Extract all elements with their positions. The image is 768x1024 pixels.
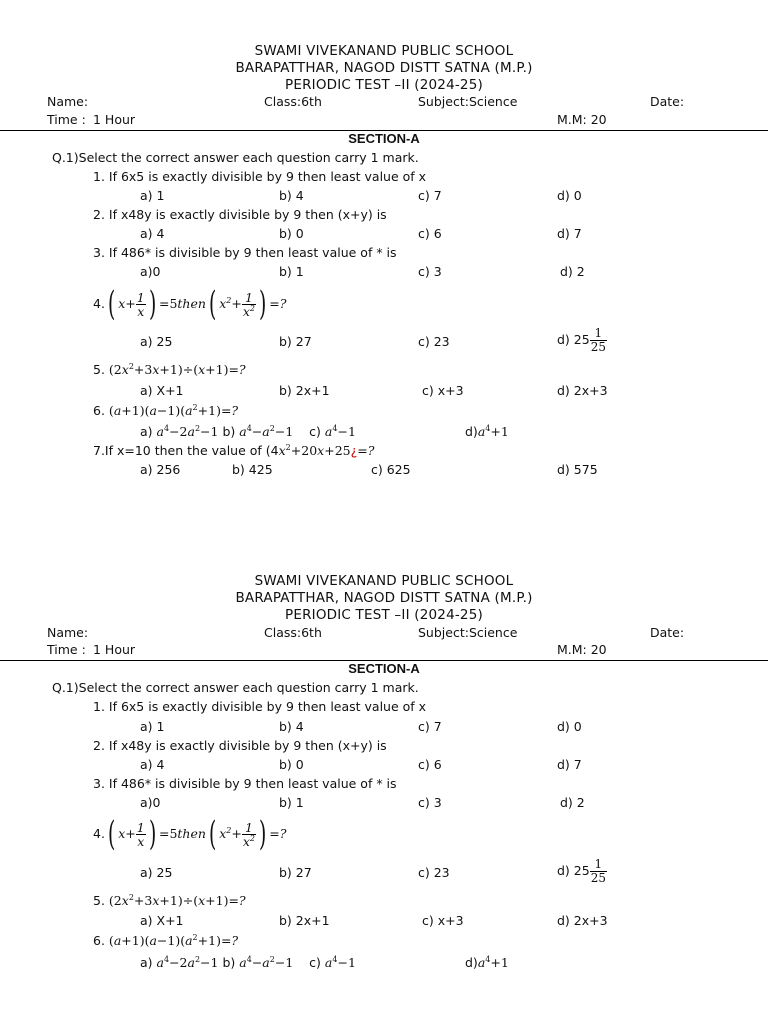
q1-option-d: d) 0 xyxy=(557,188,582,203)
q1-option-d: d) 0 xyxy=(557,719,582,734)
q4-eq: =5 xyxy=(158,295,178,311)
question-6: 6. $(a+1)(a-1)(a^2+1)=$? xyxy=(93,933,239,948)
school-name: SWAMI VIVEKANAND PUBLIC SCHOOL xyxy=(254,43,514,59)
q3-option-b: b) 1 xyxy=(279,795,304,810)
subject-label: Subject:Science xyxy=(418,625,518,640)
q3-option-b: b) 1 xyxy=(279,264,304,279)
section-title: SECTION-A xyxy=(348,131,420,146)
q4-option-d: d) 25 $\frac{1}{25}$ xyxy=(557,857,606,885)
q5-option-b: b) 2x+1 xyxy=(279,913,330,928)
test-title: PERIODIC TEST –II (2024-25) xyxy=(285,77,483,93)
question-2: 2. If x48y is exactly divisible by 9 then (x+y) is xyxy=(93,738,387,753)
q2-option-a: a) 4 xyxy=(140,226,165,241)
q4-end: =? xyxy=(269,825,287,841)
q4-option-b: b) 27 xyxy=(279,865,312,880)
q4-option-b: b) 27 xyxy=(279,334,312,349)
question-2: 2. If x48y is exactly divisible by 9 then (x+y) is xyxy=(93,207,387,222)
date-label: Date: xyxy=(650,94,685,109)
q4-number: 4. xyxy=(93,825,105,841)
q1-option-c: c) 7 xyxy=(418,719,442,734)
school-name: SWAMI VIVEKANAND PUBLIC SCHOOL xyxy=(254,573,514,589)
school-address: BARAPATTHAR, NAGOD DISTT SATNA (M.P.) xyxy=(235,590,533,606)
q7-option-a: a) 256 xyxy=(140,462,181,477)
q3-option-a: a)0 xyxy=(140,795,161,810)
q4-then: then xyxy=(177,825,206,841)
name-label: Name: xyxy=(47,94,89,109)
question-4: 4. ( x + $\frac{1}{x}$ ) =5 then ( $x^2$ + $\frac{1}{x^2}$ ) =? xyxy=(93,284,287,324)
q6-option-d: $d)a^4+1$ xyxy=(465,424,509,439)
q4-eq: =5 xyxy=(158,825,178,841)
question-5: 5. $(2x^2+3x+1)\div(x+1)=$? xyxy=(93,362,246,377)
q2-option-c: c) 6 xyxy=(418,757,442,772)
question-3: 3. If 486* is divisible by 9 then least value of * is xyxy=(93,776,397,791)
q3-option-d: d) 2 xyxy=(560,795,585,810)
time-label: Time : xyxy=(47,112,86,127)
q4-option-d: d) 25 $\frac{1}{25}$ xyxy=(557,326,606,354)
time-label: Time : xyxy=(47,642,86,657)
q1-option-c: c) 7 xyxy=(418,188,442,203)
q5-option-c: c) x+3 xyxy=(422,913,464,928)
instruction: Q.1)Select the correct answer each question carry 1 mark. xyxy=(52,680,419,695)
class-label: Class:6th xyxy=(264,625,322,640)
q2-option-d: d) 7 xyxy=(557,226,582,241)
q6-options: a) $a^4-2a^2-1$ b) $a^4-a^2-1$ c) $a^4-1$ xyxy=(140,955,356,970)
q5-option-d: d) 2x+3 xyxy=(557,383,608,398)
question-7: 7.If x=10 then the value of ($4x^2+20x+25¿=$? xyxy=(93,443,375,458)
q4-option-c: c) 23 xyxy=(418,334,450,349)
subject-label: Subject:Science xyxy=(418,94,518,109)
q2-option-b: b) 0 xyxy=(279,757,304,772)
q3-option-d: d) 2 xyxy=(560,264,585,279)
q7-option-d: d) 575 xyxy=(557,462,598,477)
q1-option-a: a) 1 xyxy=(140,719,165,734)
q5-option-a: a) X+1 xyxy=(140,913,184,928)
q3-option-c: c) 3 xyxy=(418,264,442,279)
q2-option-a: a) 4 xyxy=(140,757,165,772)
test-title: PERIODIC TEST –II (2024-25) xyxy=(285,607,483,623)
q3-option-c: c) 3 xyxy=(418,795,442,810)
question-5: 5. $(2x^2+3x+1)\div(x+1)=$? xyxy=(93,893,246,908)
q6-options: a) $a^4-2a^2-1$ b) $a^4-a^2-1$ c) $a^4-1$ xyxy=(140,424,356,439)
question-6: 6. $(a+1)(a-1)(a^2+1)=$? xyxy=(93,403,239,418)
q6-option-d: $d)a^4+1$ xyxy=(465,955,509,970)
q5-option-a: a) X+1 xyxy=(140,383,184,398)
q5-option-b: b) 2x+1 xyxy=(279,383,330,398)
time-value: 1 Hour xyxy=(93,112,136,127)
max-marks: M.M: 20 xyxy=(557,642,607,657)
q2-option-b: b) 0 xyxy=(279,226,304,241)
q5-option-d: d) 2x+3 xyxy=(557,913,608,928)
class-label: Class:6th xyxy=(264,94,322,109)
time-value: 1 Hour xyxy=(93,642,136,657)
q4-option-c: c) 23 xyxy=(418,865,450,880)
q4-option-a: a) 25 xyxy=(140,334,173,349)
q4-option-a: a) 25 xyxy=(140,865,173,880)
q7-option-c: c) 625 xyxy=(371,462,411,477)
q5-option-c: c) x+3 xyxy=(422,383,464,398)
question-3: 3. If 486* is divisible by 9 then least value of * is xyxy=(93,245,397,260)
instruction: Q.1)Select the correct answer each question carry 1 mark. xyxy=(52,150,419,165)
question-1: 1. If 6x5 is exactly divisible by 9 then least value of x xyxy=(93,169,427,184)
max-marks: M.M: 20 xyxy=(557,112,607,127)
question-4: 4. ( x + $\frac{1}{x}$ ) =5 then ( $x^2$ + $\frac{1}{x^2}$ ) =? xyxy=(93,814,287,854)
question-1: 1. If 6x5 is exactly divisible by 9 then least value of x xyxy=(93,699,427,714)
section-title: SECTION-A xyxy=(348,661,420,676)
q4-end: =? xyxy=(269,295,287,311)
date-label: Date: xyxy=(650,625,685,640)
q7-option-b: b) 425 xyxy=(232,462,273,477)
q2-option-d: d) 7 xyxy=(557,757,582,772)
q1-option-b: b) 4 xyxy=(279,188,304,203)
name-label: Name: xyxy=(47,625,89,640)
q2-option-c: c) 6 xyxy=(418,226,442,241)
q1-option-b: b) 4 xyxy=(279,719,304,734)
q1-option-a: a) 1 xyxy=(140,188,165,203)
q4-number: 4. xyxy=(93,295,105,311)
school-address: BARAPATTHAR, NAGOD DISTT SATNA (M.P.) xyxy=(235,60,533,76)
q3-option-a: a)0 xyxy=(140,264,161,279)
q4-then: then xyxy=(177,295,206,311)
